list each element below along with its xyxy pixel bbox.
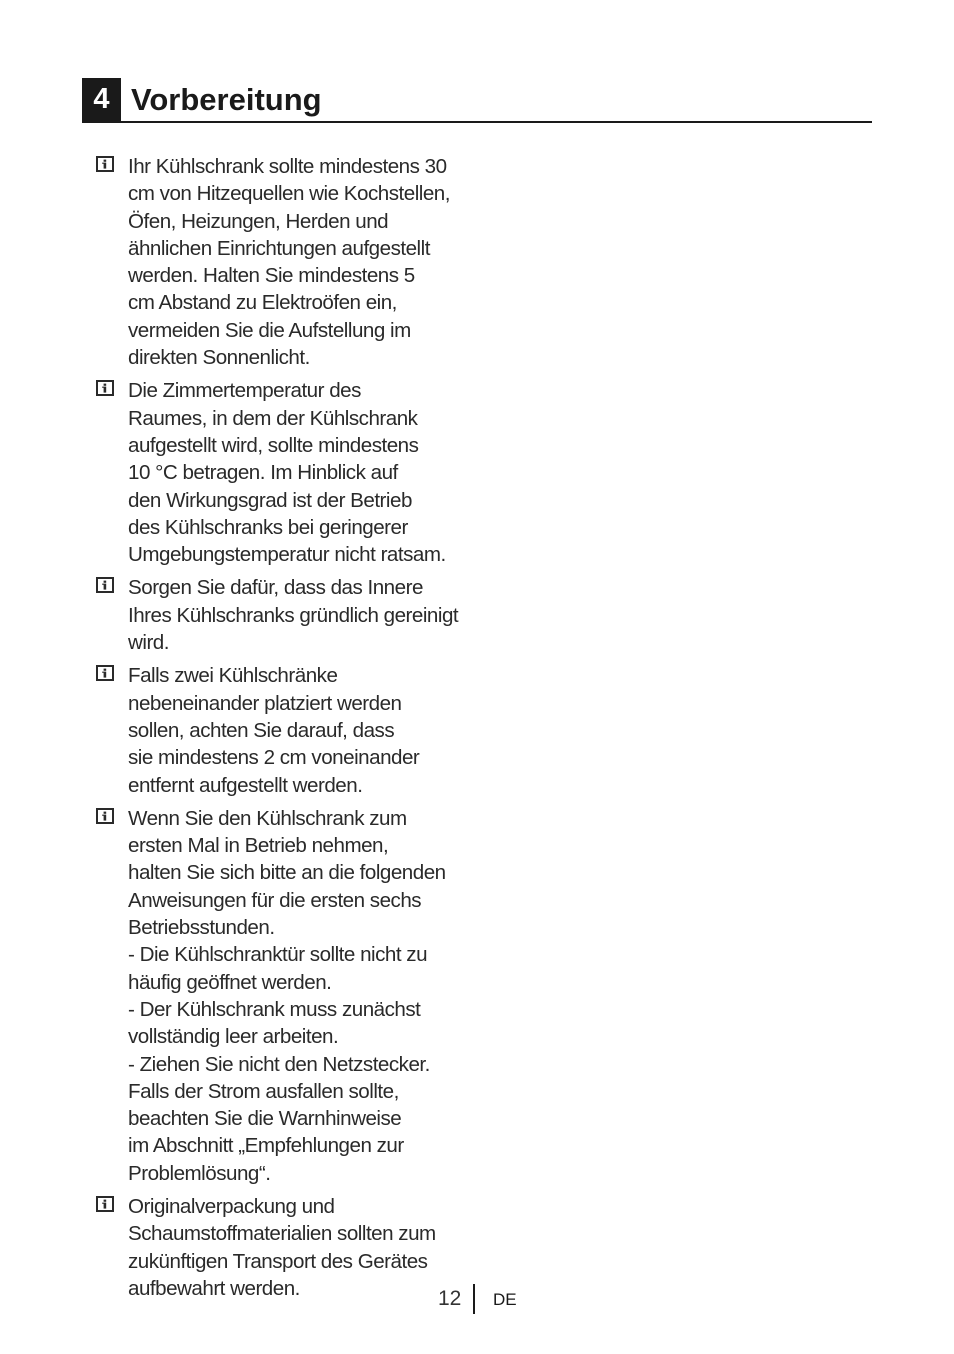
info-icon bbox=[96, 380, 114, 396]
info-icon bbox=[96, 577, 114, 593]
section-title: Vorbereitung bbox=[131, 82, 322, 117]
note-item bbox=[96, 153, 488, 371]
info-icon bbox=[96, 156, 114, 172]
footer-divider bbox=[473, 1284, 475, 1314]
section-heading bbox=[82, 78, 872, 123]
note-item bbox=[96, 1193, 488, 1302]
notes-list bbox=[96, 153, 488, 1308]
note-text: Originalverpackung und Schaumstoffmaterialien sollten zum zukünftigen Transport des Gerätes aufbewahrt werden. bbox=[128, 1194, 436, 1300]
section-number: 4 bbox=[82, 78, 121, 121]
note-text: Falls zwei Kühlschränke nebeneinander platziert werden sollen, achten Sie darauf, dass sie mindestens 2 cm voneinander entfernt aufgestellt werden. bbox=[128, 664, 420, 797]
page-number: 12 bbox=[438, 1287, 462, 1310]
note-text: Wenn Sie den Kühlschrank zum ersten Mal in Betrieb nehmen, halten Sie sich bitte an die folgenden Anweisungen für die ersten sechs Betriebsstunden. - Die Kühlschranktür sollte nicht zu häufig geöffnet werden. - Der Kühlschrank muss zunächst vollständig leer arbeiten. - Ziehen Sie nicht den Netzstecker. Falls der Strom ausfallen sollte, beachten Sie die Warnhinweise im Abschnitt „Empfehlungen zur Problemlösung“. bbox=[128, 806, 446, 1185]
info-icon bbox=[96, 808, 114, 824]
info-icon bbox=[96, 1196, 114, 1212]
note-text: Ihr Kühlschrank sollte mindestens 30 cm von Hitzequellen wie Kochstellen, Öfen, Heizungen, Herden und ähnlichen Einrichtungen aufgestellt werden. Halten Sie mindestens 5 cm Abstand zu Elektroöfen ein, vermeiden Sie die Aufstellung im direkten Sonnenlicht. bbox=[128, 155, 450, 370]
note-item bbox=[96, 574, 488, 656]
note-item bbox=[96, 662, 488, 798]
language-code: DE bbox=[493, 1290, 517, 1309]
note-text: Die Zimmertemperatur des Raumes, in dem der Kühlschrank aufgestellt wird, sollte mindestens 10 °C betragen. Im Hinblick auf den Wirkungsgrad ist der Betrieb des Kühlschranks bei geringerer Umgebungstemperatur nicht ratsam. bbox=[128, 379, 446, 567]
note-item bbox=[96, 377, 488, 568]
note-text: Sorgen Sie dafür, dass das Innere Ihres Kühlschranks gründlich gereinigt wird. bbox=[128, 576, 459, 655]
info-icon bbox=[96, 665, 114, 681]
note-item bbox=[96, 805, 488, 1187]
